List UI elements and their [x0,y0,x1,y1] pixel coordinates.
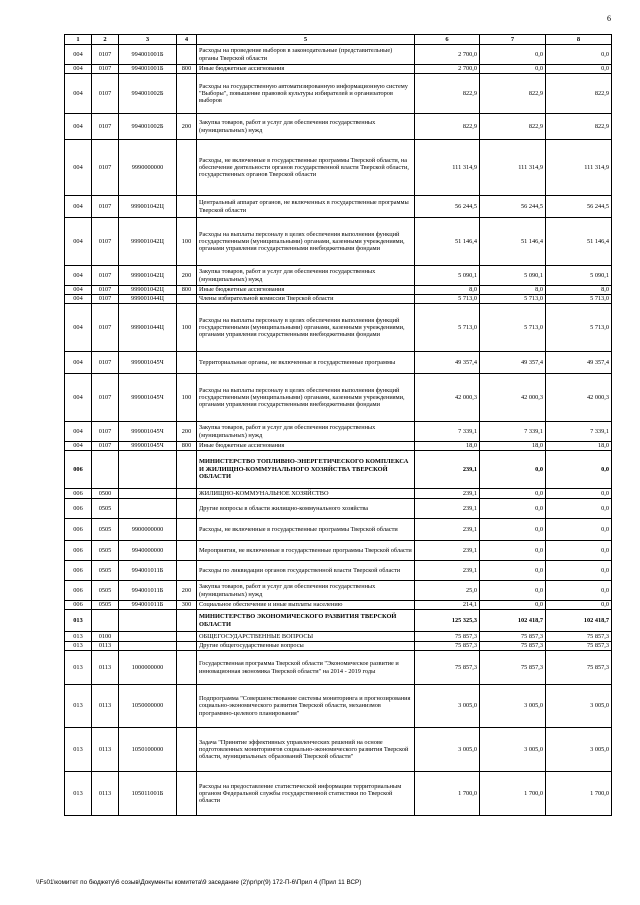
table-row [65,685,612,728]
target-code-cell: 999001042Ц [119,218,177,266]
amount-year1-cell: 5 090,1 [415,266,480,286]
table-row [65,632,612,642]
amount-year3-cell: 0,0 [546,45,612,65]
amount-year3-cell: 56 244,5 [546,196,612,218]
target-code-cell [119,451,177,489]
file-path-footer: \\Fs01\комитет по бюджету\6 созыв\Документы комитета\9 заседание (2)\pr\pr(9) 172-П-6\Прил 4 (Прил 11 ВСР) [36,879,362,886]
target-code-cell: 994001001Б [119,65,177,74]
amount-year2-cell: 5 713,0 [480,304,546,352]
target-code-cell [119,610,177,632]
amount-year1-cell: 239,1 [415,451,480,489]
admin-code-cell: 006 [65,541,92,561]
section-code-cell: 0107 [92,140,119,196]
column-header: 5 [197,35,415,45]
table-row [65,286,612,295]
target-code-cell: 994001001Б [119,45,177,65]
description-cell: Расходы, не включенные в государственные программы Тверской области, на обеспечение деятельности органов государственной власти Тверской области, государственных органов Тверской области [197,140,415,196]
target-code-cell: 1000000000 [119,651,177,685]
amount-year2-cell: 0,0 [480,489,546,499]
amount-year2-cell: 3 005,0 [480,728,546,772]
description-cell: Расходы на проведение выборов в законодательные (представительные) органы Тверской области [197,45,415,65]
admin-code-cell: 004 [65,286,92,295]
section-code-cell [92,451,119,489]
admin-code-cell: 006 [65,601,92,610]
amount-year3-cell: 1 700,0 [546,772,612,816]
amount-year3-cell: 0,0 [546,601,612,610]
description-cell: Закупка товаров, работ и услуг для обеспечения государственных (муниципальных) нужд [197,266,415,286]
expense-type-cell [177,685,197,728]
target-code-cell: 1050000000 [119,685,177,728]
amount-year3-cell: 3 005,0 [546,728,612,772]
section-code-cell: 0113 [92,772,119,816]
section-code-cell: 0107 [92,266,119,286]
table-row [65,218,612,266]
amount-year1-cell: 75 857,3 [415,651,480,685]
admin-code-cell: 013 [65,685,92,728]
description-cell: Расходы на государственную автоматизированную информационную систему "Выборы", повышение правовой культуры избирателей и организаторов выборов [197,74,415,114]
table-row [65,651,612,685]
amount-year1-cell: 822,9 [415,74,480,114]
table-row [65,304,612,352]
section-code-cell: 0505 [92,541,119,561]
target-code-cell: 999001045Ч [119,422,177,442]
amount-year2-cell: 5 090,1 [480,266,546,286]
target-code-cell: 999001042Ц [119,286,177,295]
target-code-cell [119,489,177,499]
amount-year3-cell: 0,0 [546,581,612,601]
amount-year2-cell: 7 339,1 [480,422,546,442]
amount-year1-cell: 51 146,4 [415,218,480,266]
amount-year3-cell: 0,0 [546,451,612,489]
expense-type-cell [177,519,197,541]
amount-year3-cell: 0,0 [546,541,612,561]
amount-year1-cell: 42 000,3 [415,374,480,422]
admin-code-cell: 006 [65,451,92,489]
admin-code-cell: 004 [65,295,92,304]
amount-year3-cell: 42 000,3 [546,374,612,422]
admin-code-cell: 004 [65,218,92,266]
description-cell: Закупка товаров, работ и услуг для обеспечения государственных (муниципальных) нужд [197,422,415,442]
amount-year2-cell: 51 146,4 [480,218,546,266]
amount-year3-cell: 0,0 [546,65,612,74]
expense-type-cell: 800 [177,65,197,74]
expense-type-cell [177,140,197,196]
admin-code-cell: 006 [65,499,92,519]
table-row [65,352,612,374]
table-row [65,422,612,442]
amount-year2-cell: 1 700,0 [480,772,546,816]
section-code-cell: 0500 [92,489,119,499]
admin-code-cell: 004 [65,304,92,352]
amount-year1-cell: 822,9 [415,114,480,140]
admin-code-cell: 004 [65,196,92,218]
section-code-cell: 0107 [92,442,119,451]
column-header: 4 [177,35,197,45]
table-row [65,451,612,489]
table-row [65,140,612,196]
table-row [65,295,612,304]
table-row [65,499,612,519]
description-cell: Центральный аппарат органов, не включенных в государственные программы Тверской области [197,196,415,218]
amount-year1-cell: 18,0 [415,442,480,451]
description-cell: Задача "Принятие эффективных управленческих решений на основе подготовленных мониторингов социально-экономического развития Тверской области, муниципальных образований Тверской области" [197,728,415,772]
amount-year1-cell: 7 339,1 [415,422,480,442]
section-code-cell: 0113 [92,685,119,728]
description-cell: Иные бюджетные ассигнования [197,65,415,74]
amount-year3-cell: 49 357,4 [546,352,612,374]
admin-code-cell: 004 [65,374,92,422]
admin-code-cell: 004 [65,114,92,140]
table-row [65,601,612,610]
amount-year1-cell: 239,1 [415,561,480,581]
amount-year1-cell: 214,1 [415,601,480,610]
amount-year3-cell: 5 713,0 [546,295,612,304]
description-cell: Расходы на выплаты персоналу в целях обеспечения выполнения функций государственными (муниципальными) органами, казенными учреждениями, органами управления государственными внебюджетными фондами [197,374,415,422]
target-code-cell: 999001045Ч [119,442,177,451]
description-cell: Территориальные органы, не включенные в государственные программы [197,352,415,374]
admin-code-cell: 013 [65,772,92,816]
admin-code-cell: 004 [65,352,92,374]
section-code-cell: 0107 [92,114,119,140]
amount-year2-cell: 0,0 [480,561,546,581]
amount-year1-cell: 2 700,0 [415,45,480,65]
expense-type-cell: 800 [177,442,197,451]
amount-year3-cell: 822,9 [546,114,612,140]
table-row [65,728,612,772]
table-row [65,519,612,541]
admin-code-cell: 004 [65,74,92,114]
expense-type-cell: 200 [177,581,197,601]
target-code-cell: 9900000000 [119,519,177,541]
expense-type-cell [177,489,197,499]
amount-year2-cell: 42 000,3 [480,374,546,422]
description-cell: Расходы на выплаты персоналу в целях обеспечения выполнения функций государственными (муниципальными) органами, казенными учреждениями, органами управления государственными внебюджетными фондами [197,218,415,266]
description-cell: Расходы по ликвидации органов государственной власти Тверской области [197,561,415,581]
admin-code-cell: 004 [65,140,92,196]
section-code-cell: 0113 [92,651,119,685]
description-cell: ОБЩЕГОСУДАРСТВЕННЫЕ ВОПРОСЫ [197,632,415,642]
amount-year3-cell: 75 857,3 [546,642,612,651]
amount-year3-cell: 0,0 [546,499,612,519]
expense-type-cell: 200 [177,266,197,286]
admin-code-cell: 013 [65,728,92,772]
expense-type-cell [177,74,197,114]
description-cell: Подпрограмма "Совершенствование системы мониторинга и прогнозирования социально-экономического развития Тверской области, механизмов программно-целевого планирования" [197,685,415,728]
expense-type-cell [177,45,197,65]
amount-year3-cell: 822,9 [546,74,612,114]
target-code-cell [119,499,177,519]
target-code-cell: 999001042Ц [119,266,177,286]
amount-year2-cell: 75 857,3 [480,642,546,651]
amount-year3-cell: 0,0 [546,561,612,581]
description-cell: Расходы, не включенные в государственные программы Тверской области [197,519,415,541]
amount-year3-cell: 3 005,0 [546,685,612,728]
section-code-cell: 0505 [92,561,119,581]
expense-type-cell: 100 [177,374,197,422]
admin-code-cell: 013 [65,610,92,632]
amount-year2-cell: 49 357,4 [480,352,546,374]
section-code-cell: 0505 [92,499,119,519]
admin-code-cell: 004 [65,422,92,442]
amount-year1-cell: 3 005,0 [415,685,480,728]
amount-year3-cell: 75 857,3 [546,632,612,642]
section-code-cell: 0107 [92,196,119,218]
admin-code-cell: 004 [65,45,92,65]
section-code-cell: 0113 [92,728,119,772]
amount-year1-cell: 239,1 [415,541,480,561]
admin-code-cell: 004 [65,65,92,74]
target-code-cell [119,632,177,642]
amount-year3-cell: 75 857,3 [546,651,612,685]
target-code-cell: 105011001Б [119,772,177,816]
expense-type-cell [177,610,197,632]
amount-year2-cell: 0,0 [480,519,546,541]
table-row [65,196,612,218]
table-row [65,581,612,601]
amount-year3-cell: 7 339,1 [546,422,612,442]
admin-code-cell: 004 [65,442,92,451]
target-code-cell: 994001011Б [119,581,177,601]
table-row [65,541,612,561]
section-code-cell [92,610,119,632]
column-header: 8 [546,35,612,45]
amount-year2-cell: 5 713,0 [480,295,546,304]
section-code-cell: 0505 [92,581,119,601]
description-cell: МИНИСТЕРСТВО ЭКОНОМИЧЕСКОГО РАЗВИТИЯ ТВЕРСКОЙ ОБЛАСТИ [197,610,415,632]
amount-year1-cell: 49 357,4 [415,352,480,374]
description-cell: Закупка товаров, работ и услуг для обеспечения государственных (муниципальных) нужд [197,114,415,140]
admin-code-cell: 004 [65,266,92,286]
amount-year1-cell: 111 314,9 [415,140,480,196]
description-cell: МИНИСТЕРСТВО ТОПЛИВНО-ЭНЕРГЕТИЧЕСКОГО КОМПЛЕКСА И ЖИЛИЩНО-КОММУНАЛЬНОГО ХОЗЯЙСТВА ТВЕРСКОЙ ОБЛАСТИ [197,451,415,489]
amount-year3-cell: 8,0 [546,286,612,295]
amount-year1-cell: 56 244,5 [415,196,480,218]
description-cell: Другие вопросы в области жилищно-коммунального хозяйства [197,499,415,519]
description-cell: Другие общегосударственные вопросы [197,642,415,651]
admin-code-cell: 013 [65,651,92,685]
expense-type-cell [177,772,197,816]
column-header: 1 [65,35,92,45]
table-row [65,45,612,65]
admin-code-cell: 013 [65,642,92,651]
amount-year2-cell: 111 314,9 [480,140,546,196]
expense-type-cell [177,651,197,685]
table-row [65,74,612,114]
amount-year2-cell: 0,0 [480,451,546,489]
amount-year2-cell: 102 418,7 [480,610,546,632]
expense-type-cell: 100 [177,218,197,266]
section-code-cell: 0107 [92,74,119,114]
admin-code-cell: 006 [65,489,92,499]
amount-year1-cell: 5 713,0 [415,295,480,304]
amount-year1-cell: 239,1 [415,519,480,541]
table-row [65,772,612,816]
section-code-cell: 0100 [92,632,119,642]
amount-year2-cell: 822,9 [480,74,546,114]
amount-year1-cell: 3 005,0 [415,728,480,772]
amount-year1-cell: 8,0 [415,286,480,295]
amount-year3-cell: 0,0 [546,519,612,541]
budget-table [64,34,612,816]
section-code-cell: 0107 [92,422,119,442]
target-code-cell: 999001044Ц [119,304,177,352]
table-row [65,65,612,74]
section-code-cell: 0107 [92,45,119,65]
amount-year2-cell: 0,0 [480,499,546,519]
table-row [65,442,612,451]
amount-year2-cell: 8,0 [480,286,546,295]
table-row [65,489,612,499]
table-header-row [65,35,612,45]
admin-code-cell: 006 [65,519,92,541]
column-header: 2 [92,35,119,45]
target-code-cell: 999001045Ч [119,352,177,374]
expense-type-cell: 200 [177,422,197,442]
description-cell: Расходы на предоставление статистической информации территориальным органом Федеральной службы государственной статистики по Тверской области [197,772,415,816]
table-row [65,610,612,632]
amount-year3-cell: 111 314,9 [546,140,612,196]
amount-year1-cell: 75 857,3 [415,632,480,642]
table-row [65,266,612,286]
target-code-cell: 999001045Ч [119,374,177,422]
description-cell: Иные бюджетные ассигнования [197,286,415,295]
amount-year3-cell: 0,0 [546,489,612,499]
description-cell: Социальное обеспечение и иные выплаты населению [197,601,415,610]
target-code-cell: 994001002Б [119,114,177,140]
section-code-cell: 0107 [92,374,119,422]
description-cell: Государственная программа Тверской области "Экономическое развитие и инновационная экономика Тверской области" на 2014 - 2019 годы [197,651,415,685]
amount-year2-cell: 75 857,3 [480,632,546,642]
expense-type-cell: 200 [177,114,197,140]
amount-year1-cell: 2 700,0 [415,65,480,74]
column-header: 6 [415,35,480,45]
amount-year2-cell: 56 244,5 [480,196,546,218]
amount-year2-cell: 0,0 [480,65,546,74]
expense-type-cell: 800 [177,286,197,295]
description-cell: Мероприятия, не включенные в государственные программы Тверской области [197,541,415,561]
amount-year1-cell: 239,1 [415,499,480,519]
admin-code-cell: 006 [65,561,92,581]
admin-code-cell: 006 [65,581,92,601]
section-code-cell: 0107 [92,65,119,74]
expense-type-cell [177,632,197,642]
expense-type-cell [177,196,197,218]
amount-year3-cell: 5 713,0 [546,304,612,352]
expense-type-cell: 300 [177,601,197,610]
table-row [65,374,612,422]
table-row [65,642,612,651]
expense-type-cell [177,561,197,581]
target-code-cell: 994001002Б [119,74,177,114]
amount-year1-cell: 5 713,0 [415,304,480,352]
section-code-cell: 0107 [92,218,119,266]
target-code-cell: 994001011Б [119,561,177,581]
amount-year2-cell: 0,0 [480,541,546,561]
amount-year2-cell: 0,0 [480,581,546,601]
table-row [65,561,612,581]
target-code-cell: 999001042Ц [119,196,177,218]
amount-year2-cell: 0,0 [480,45,546,65]
description-cell: Расходы на выплаты персоналу в целях обеспечения выполнения функций государственными (муниципальными) органами, казенными учреждениями, органами управления государственными внебюджетными фондами [197,304,415,352]
target-code-cell: 994001011Б [119,601,177,610]
column-header: 7 [480,35,546,45]
description-cell: ЖИЛИЩНО-КОММУНАЛЬНОЕ ХОЗЯЙСТВО [197,489,415,499]
expense-type-cell [177,642,197,651]
expense-type-cell [177,499,197,519]
amount-year2-cell: 822,9 [480,114,546,140]
amount-year2-cell: 0,0 [480,601,546,610]
target-code-cell [119,642,177,651]
column-header: 3 [119,35,177,45]
admin-code-cell: 013 [65,632,92,642]
amount-year3-cell: 5 090,1 [546,266,612,286]
amount-year1-cell: 25,0 [415,581,480,601]
expense-type-cell: 100 [177,304,197,352]
amount-year1-cell: 1 700,0 [415,772,480,816]
target-code-cell: 999001044Ц [119,295,177,304]
table-row [65,114,612,140]
target-code-cell: 1050100000 [119,728,177,772]
target-code-cell: 9990000000 [119,140,177,196]
section-code-cell: 0505 [92,601,119,610]
expense-type-cell [177,451,197,489]
target-code-cell: 9940000000 [119,541,177,561]
description-cell: Закупка товаров, работ и услуг для обеспечения государственных (муниципальных) нужд [197,581,415,601]
expense-type-cell [177,541,197,561]
amount-year2-cell: 18,0 [480,442,546,451]
section-code-cell: 0107 [92,286,119,295]
page-number: 6 [607,14,611,23]
section-code-cell: 0107 [92,352,119,374]
description-cell: Члены избирательной комиссии Тверской области [197,295,415,304]
section-code-cell: 0113 [92,642,119,651]
amount-year2-cell: 3 005,0 [480,685,546,728]
amount-year1-cell: 75 857,3 [415,642,480,651]
amount-year2-cell: 75 857,3 [480,651,546,685]
amount-year1-cell: 125 325,3 [415,610,480,632]
amount-year1-cell: 239,1 [415,489,480,499]
expense-type-cell [177,352,197,374]
amount-year3-cell: 102 418,7 [546,610,612,632]
section-code-cell: 0505 [92,519,119,541]
section-code-cell: 0107 [92,295,119,304]
amount-year3-cell: 18,0 [546,442,612,451]
amount-year3-cell: 51 146,4 [546,218,612,266]
description-cell: Иные бюджетные ассигнования [197,442,415,451]
expense-type-cell [177,295,197,304]
expense-type-cell [177,728,197,772]
section-code-cell: 0107 [92,304,119,352]
